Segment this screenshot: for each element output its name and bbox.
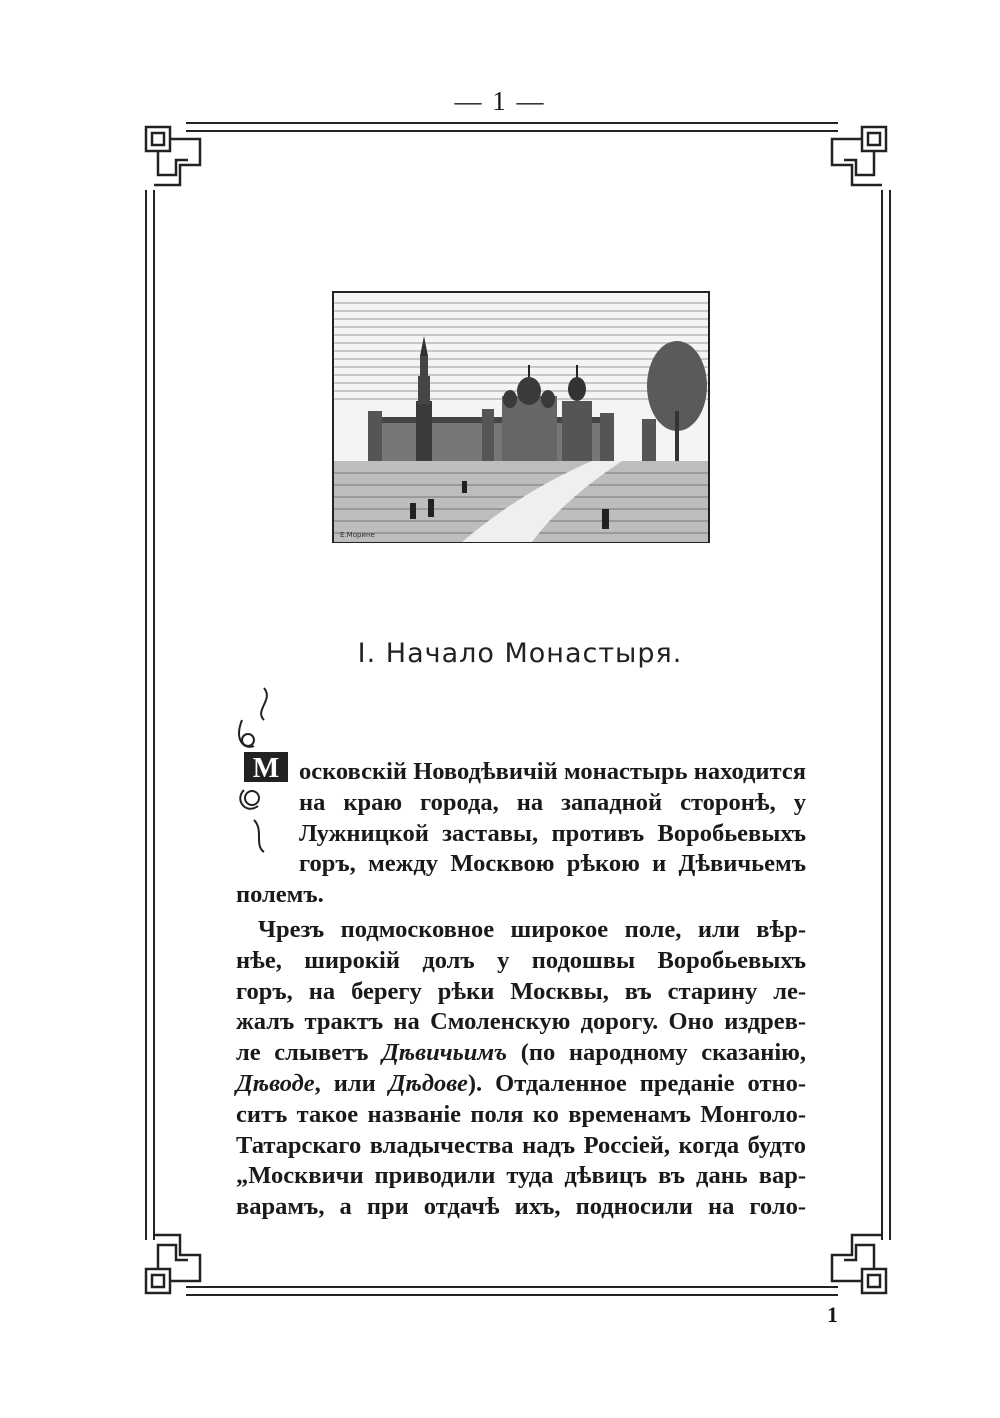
text-line: полемъ. (236, 881, 324, 909)
text-line: нѣе, широкій долъ у подошвы Воробьевыхъ (236, 946, 806, 974)
text-line: горъ, между Москвою рѣкою и Дѣвичьемъ (299, 850, 806, 878)
page-number-bottom: 1 (827, 1302, 838, 1327)
initial-letter: М (252, 753, 280, 784)
text-line: Лужницкой заставы, противъ Воробьевыхъ (299, 819, 806, 847)
text-line: горъ, на берегу рѣки Москвы, въ старину ле- (236, 977, 806, 1005)
text-line: варамъ, а при отдачѣ ихъ, подносили на голо- (236, 1193, 806, 1221)
text-line: на краю города, на западной сторонѣ, у (299, 788, 806, 816)
text-line: Чрезъ подмосковное широкое поле, или вѣр- (258, 915, 806, 943)
page-number-top: — 1 — (454, 86, 546, 116)
text-fragment: , или (314, 1069, 389, 1097)
body-text (236, 757, 806, 1223)
text-fragment: (по народному сказанію, (507, 1039, 807, 1067)
italic-word: Дѣводе (236, 1069, 315, 1097)
text-line: „Москвичи приводили туда дѣвицъ въ дань вар- (236, 1162, 806, 1190)
text-line: ситъ такое названіе поля ко временамъ Монголо- (236, 1100, 806, 1128)
text-line (236, 1038, 806, 1069)
chapter-title: I. Начало Монастыря. (357, 638, 683, 669)
text-line (236, 1069, 806, 1100)
text-line: Татарскаго владычества надъ Россіей, когда будто (236, 1131, 806, 1159)
italic-word: Дѣвичьимъ (382, 1039, 508, 1067)
text-fragment: ле слыветъ (236, 1039, 383, 1067)
text-line: жалъ трактъ на Смоленскую дорогу. Оно издрев- (236, 1008, 806, 1036)
monastery-engraving (332, 291, 710, 543)
text-fragment: ). Отдаленное преданіе отно- (467, 1069, 807, 1097)
text-line: осковскій Новодѣвичій монастырь находится (299, 758, 806, 785)
italic-word: Дѣдове (388, 1069, 468, 1097)
engraver-signature: Е.Морине (340, 531, 375, 539)
